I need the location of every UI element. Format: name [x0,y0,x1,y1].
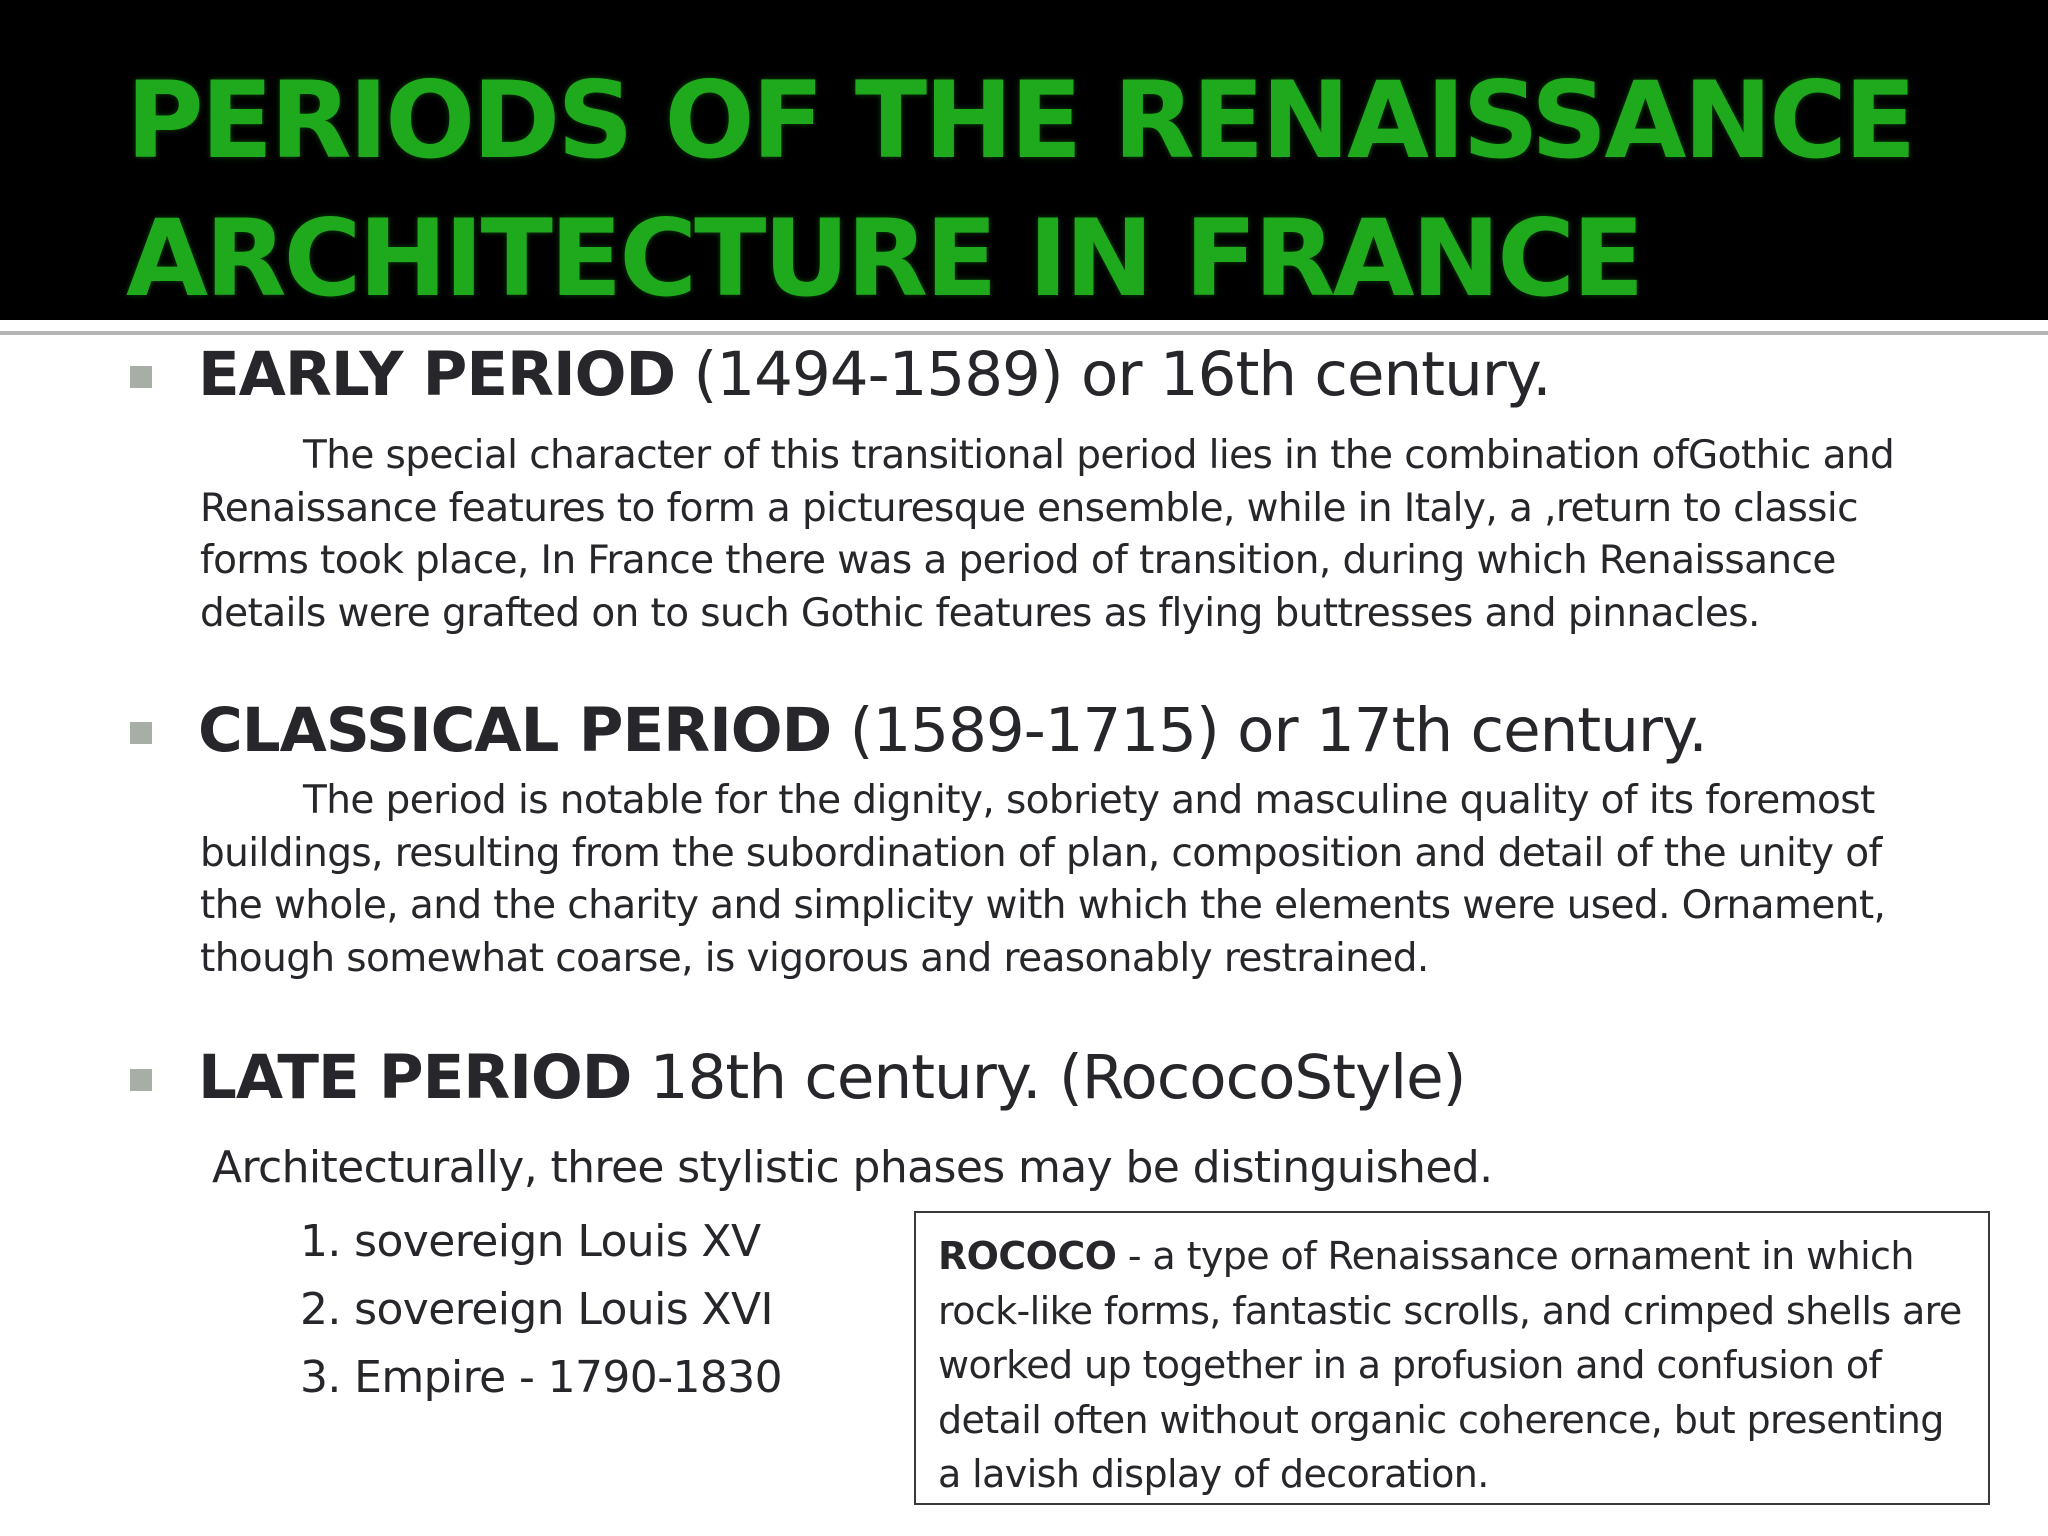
bullet-square-icon [130,1069,152,1091]
classical-period-description: The period is notable for the dignity, sobriety and masculine quality of its foremost buildings, resulting from the subordination of plan, composition and detail of the unity of the whole, and the charity and simplicity with which the elements were used. Ornament, though somewhat coarse, is vigorous and reasonably restrained. [200,778,1886,981]
classical-period-heading [198,693,1707,769]
classical-period-heading-bold: CLASSICAL PERIOD [198,695,832,766]
title-divider [0,331,2048,335]
slide-title-line-1: PERIODS OF THE RENAISSANCE [126,59,1914,182]
late-period-intro: Architecturally, three stylistic phases may be distinguished. [212,1142,1493,1193]
early-period-description: The special character of this transitional period lies in the combination ofGothic and Renaissance features to form a picturesque ensemble, while in Italy, a ,return to classic forms took place, In France there was a period of transition, during which Renaissance details were grafted on to such Gothic features as flying buttresses and pinnacles. [200,433,1895,636]
bullet-square-icon [130,722,152,744]
bullet-square-icon [130,366,152,388]
rococo-definition-box [914,1211,1990,1505]
list-item: 1. sovereign Louis XV [300,1216,761,1267]
slide-title-line-2: ARCHITECTURE IN FRANCE [126,197,1642,320]
early-period-heading [198,337,1551,413]
rococo-term: ROCOCO [938,1234,1117,1278]
slide-title [126,52,2006,328]
title-bar [0,0,2048,320]
classical-period-heading-dates: (1589-1715) or 17th century. [831,695,1707,766]
list-item: 2. sovereign Louis XVI [300,1284,773,1335]
early-period-heading-dates: (1494-1589) or 16th century. [675,339,1551,410]
list-item: 3. Empire - 1790-1830 [300,1352,783,1403]
early-period-heading-bold: EARLY PERIOD [198,339,676,410]
late-period-heading-bold: LATE PERIOD [198,1042,632,1113]
late-period-heading-dates: 18th century. (RococoStyle) [631,1042,1466,1113]
stylistic-phases-list [300,1208,782,1412]
late-period-heading [198,1040,1465,1116]
rococo-definition: - a type of Renaissance ornament in which rock-like forms, fantastic scrolls, and crimped shells are worked up together in a profusion and confusion of detail often without organic coherence, but presenting a lavish display of decoration. [938,1234,1962,1496]
